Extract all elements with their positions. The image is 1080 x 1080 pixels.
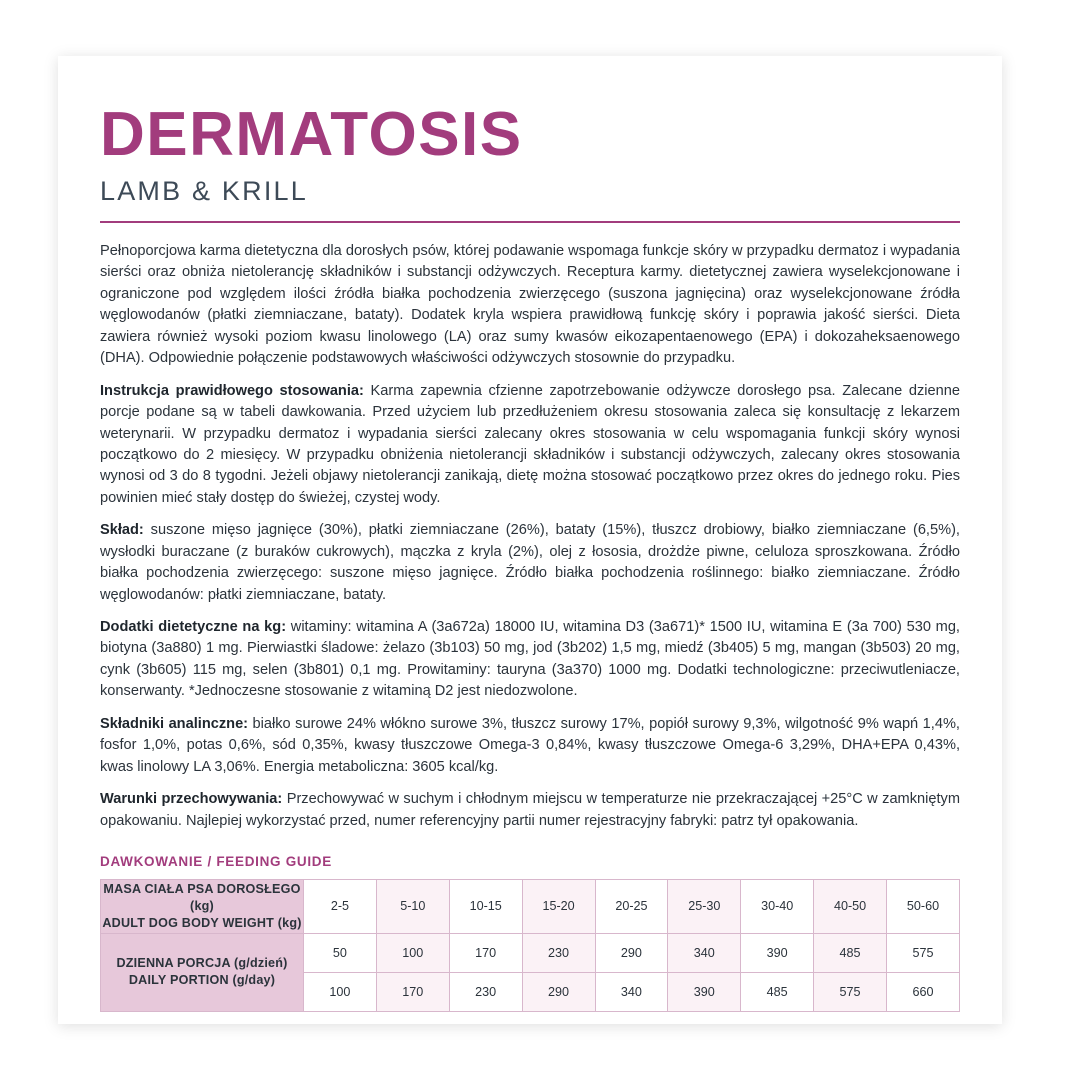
paragraph-composition xyxy=(100,520,960,606)
portion-min-cell: 290 xyxy=(595,933,668,972)
additives-text: witaminy: witamina A (3a672a) 18000 IU, witamina D3 (3a671)* 1500 IU, witamina E (3a 700) 530 mg, biotyna (3a880) 1 mg. Pierwiastki śladowe: żelazo (3b103) 50 mg, jod (3b202) 1,5 mg, miedź (3b405) 5 mg, mangan (3b503) 20 mg, cynk (3b605) 115 mg, selen (3b801) 0,1 mg. Prowitaminy: tauryna (3a370) 1000 mg. Dodatki technologiczne: przeciwutleniacze, konserwanty. *Jednoczesne stosowanie z witaminą D2 jest niedozwolone. xyxy=(100,619,960,700)
portion-max-cell: 230 xyxy=(449,972,522,1011)
portion-min-cell: 575 xyxy=(887,933,960,972)
portion-max-cell: 100 xyxy=(304,972,377,1011)
weight-cell: 30-40 xyxy=(741,879,814,933)
feeding-guide-heading: DAWKOWANIE / FEEDING GUIDE xyxy=(100,853,332,869)
portion-max-cell: 485 xyxy=(741,972,814,1011)
portion-min-cell: 50 xyxy=(304,933,377,972)
weight-cell: 10-15 xyxy=(449,879,522,933)
portion-max-cell: 390 xyxy=(668,972,741,1011)
instruction-lead: Instrukcja prawidłowego stosowania: xyxy=(100,382,364,399)
analytical-lead: Składniki analinczne: xyxy=(100,715,249,732)
paragraph-instruction xyxy=(100,381,960,510)
portion-min-cell: 100 xyxy=(376,933,449,972)
portion-min-cell: 170 xyxy=(449,933,522,972)
weight-cell: 15-20 xyxy=(522,879,595,933)
row-label-weight-pl: MASA CIAŁA PSA DOROSŁEGO (kg) xyxy=(103,881,301,913)
portion-max-cell: 575 xyxy=(814,972,887,1011)
additives-lead: Dodatki dietetyczne na kg: xyxy=(100,619,287,635)
intro-text: Pełnoporcjowa karma dietetyczna dla dorosłych psów, której podawanie wspomaga funkcje skóry w przypadku dermatoz i wypadania sierści oraz obniża nietolerancję składników i substancji odżywczych. Receptura karmy. dietetycznej zawiera wyselekcjonowane i ograniczone pod względem ilości źródła białka pochodzenia zwierzęcego (suszona jagnięcina) oraz wyselekcjonowane źródła węglowodanów (płatki ziemniaczane, bataty). Dodatek kryla wspiera prawidłową funkcję skóry i poprawia jakość sierści. Dieta zawiera również wysoki poziom kwasu linolowego (LA) oraz sumy kwasów eikozapentaenowego (EPA) i dokozaheksaenowego (DHA). Odpowiednie połączenie podstawowych właściwości odżywczych stosownie do przypadku. xyxy=(100,243,960,367)
composition-lead: Skład: xyxy=(100,522,144,539)
portion-min-cell: 390 xyxy=(741,933,814,972)
row-label-portion xyxy=(101,933,304,1011)
portion-max-cell: 290 xyxy=(522,972,595,1011)
weight-cell: 2-5 xyxy=(304,879,377,933)
portion-min-cell: 485 xyxy=(814,933,887,972)
weight-cell: 5-10 xyxy=(376,879,449,933)
label-card xyxy=(58,56,1002,1024)
portion-max-cell: 340 xyxy=(595,972,668,1011)
weight-cell: 40-50 xyxy=(814,879,887,933)
title-divider xyxy=(100,221,960,223)
paragraph-analytical xyxy=(100,714,960,778)
weight-cell: 25-30 xyxy=(668,879,741,933)
portion-max-cell: 170 xyxy=(376,972,449,1011)
portion-min-cell: 340 xyxy=(668,933,741,972)
paragraph-storage xyxy=(100,789,960,832)
weight-cell: 50-60 xyxy=(887,879,960,933)
composition-text: suszone mięso jagnięce (30%), płatki ziemniaczane (26%), bataty (15%), tłuszcz drobiowy, białko ziemniaczane (6,5%), wysłodki buraczane (z buraków cukrowych), mączka z kryla (2%), olej z łososia, drożdże piwne, celuloza sproszkowana. Źródło białka pochodzenia zwierzęcego: suszone mięso jagnięce. Źródło białka pochodzenia roślinnego: białko ziemniaczane. Źródło węglowodanów: płatki ziemniaczane, bataty. xyxy=(100,522,960,603)
paragraph-intro xyxy=(100,241,960,370)
row-label-portion-pl: DZIENNA PORCJA (g/dzień) xyxy=(116,956,288,971)
storage-lead: Warunki przechowywania: xyxy=(100,791,283,808)
table-row-weight xyxy=(101,879,960,933)
row-label-weight-en: ADULT DOG BODY WEIGHT (kg) xyxy=(102,915,302,930)
product-title: DERMATOSIS xyxy=(100,100,523,169)
table-row-portion-min xyxy=(101,933,960,972)
card-content xyxy=(100,100,961,1012)
storage-text: Przechowywać w suchym i chłodnym miejscu w temperaturze nie przekraczającej +25°C w zamkniętym opakowaniu. Najlepiej wykorzystać przed, numer referencyjny partii numer rejestracyjny fabryki: patrz tył opakowania. xyxy=(100,791,960,829)
product-subtitle: LAMB & KRILL xyxy=(100,176,308,206)
portion-min-cell: 230 xyxy=(522,933,595,972)
row-label-portion-en: DAILY PORTION (g/day) xyxy=(128,973,276,988)
paragraph-additives xyxy=(100,617,960,703)
portion-max-cell: 660 xyxy=(887,972,960,1011)
row-label-weight xyxy=(101,879,304,933)
weight-cell: 20-25 xyxy=(595,879,668,933)
analytical-text: białko surowe 24% włókno surowe 3%, tłuszcz surowy 17%, popiół surowy 9,3%, wilgotność 9% wapń 1,4%, fosfor 1,0%, potas 0,6%, sód 0,35%, kwasy tłuszczowe Omega-3 0,84%, kwasy tłuszczowe Omega-6 3,29%, DHA+EPA 0,43%, kwas linolowy LA 3,06%. Energia metaboliczna: 3605 kcal/kg. xyxy=(100,715,960,775)
instruction-text: Karma zapewnia cfzienne zapotrzebowanie odżywcze dorosłego psa. Zalecane dzienne porcje podane są w tabeli dawkowania. Przed użyciem lub przedłużeniem okresu stosowania zaleca się konsultację z lekarzem weterynarii. W przypadku dermatoz i wypadania sierści zalecany okres stosowania w celu wspomagania funkcji skóry wynosi początkowo do 2 miesięcy. W przypadku obniżenia nietolerancji składników i substancji odżywczych, zalecany okres stosowania wynosi od 3 do 8 tygodni. Jeżeli objawy nietolerancji zanikają, dietę można stosować początkowo przez okres do jednego roku. Pies powinien mieć stały dostęp do świeżej, czystej wody. xyxy=(100,382,961,506)
feeding-table xyxy=(100,879,960,1012)
